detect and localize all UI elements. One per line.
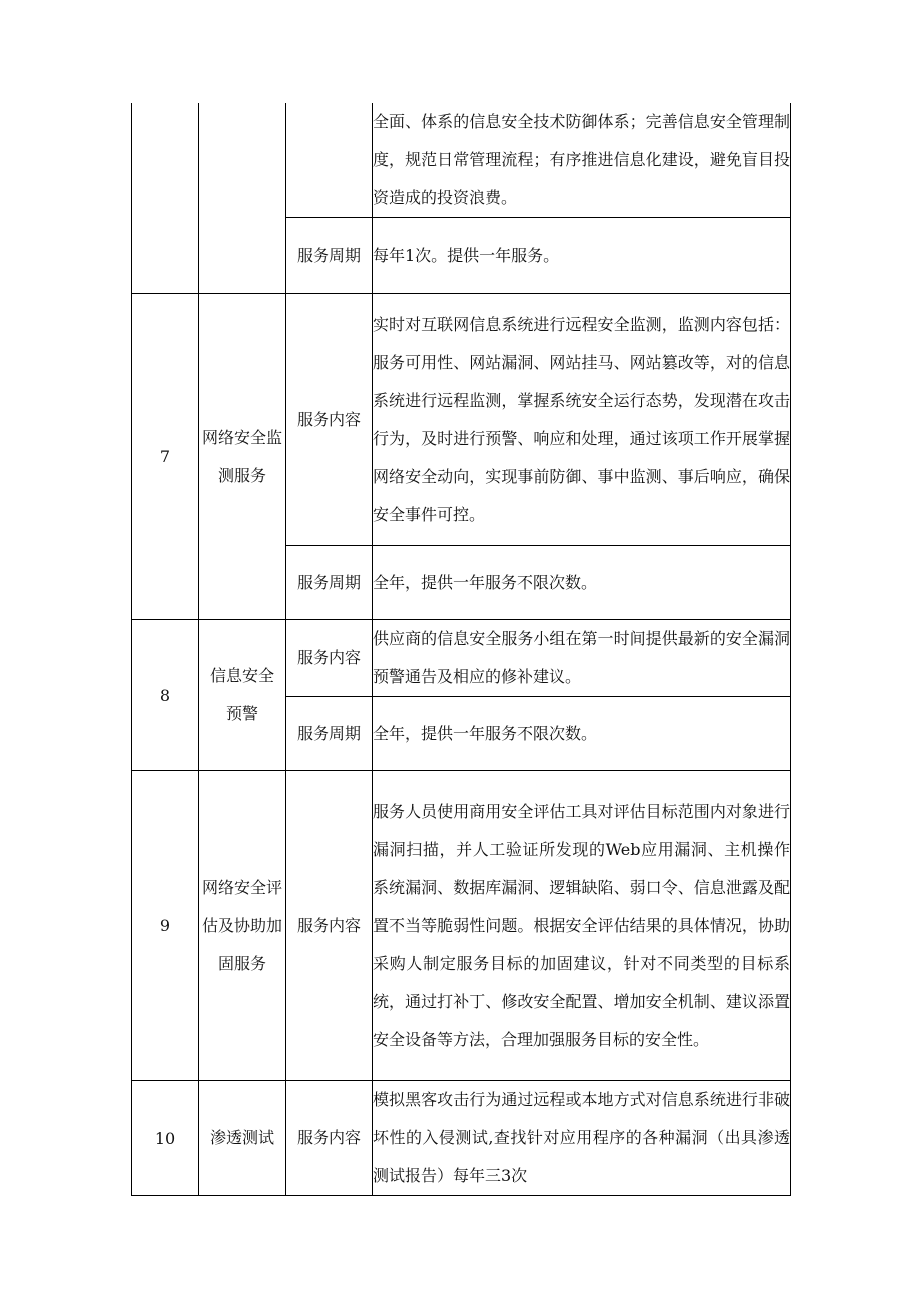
content-label: 服务内容: [296, 915, 361, 935]
table-row: [132, 620, 791, 697]
table-row: [132, 103, 791, 218]
item-name: 信息安全预警: [209, 666, 274, 723]
service-content-text: 全面、体系的信息安全技术防御体系；完善信息安全管理制度，规范日常管理流程；有序推进信息化建设，避免盲目投资造成的投资浪费。: [373, 112, 790, 207]
service-content-text: 供应商的信息安全服务小组在第一时间提供最新的安全漏洞预警通告及相应的修补建议。: [373, 629, 790, 686]
service-content-text: 服务人员使用商用安全评估工具对评估目标范围内对象进行漏洞扫描，并人工验证所发现的Web应用漏洞、主机操作系统漏洞、数据库漏洞、逻辑缺陷、弱口令、信息泄露及配置不当等脆弱性问题。根据安全评估结果的具体情况，协助采购人制定服务目标的加固建议，针对不同类型的目标系统，通过打补丁、修改安全配置、增加安全机制、建议添置安全设备等方法，合理加强服务目标的安全性。: [373, 801, 790, 1049]
item-number: 7: [159, 447, 171, 466]
service-content-text: 实时对互联网信息系统进行远程安全监测，监测内容包括：服务可用性、网站漏洞、网站挂马、网站篡改等，对的信息系统进行远程监测，掌握系统安全运行态势，发现潜在攻击行为，及时进行预警、响应和处理，通过该项工作开展掌握网络安全动向，实现事前防御、事中监测、事后响应，确保安全事件可控。: [373, 314, 790, 524]
content-text-cell: [373, 1081, 791, 1196]
period-label-cell: [286, 218, 373, 294]
service-period-text: 全年，提供一年服务不限次数。: [373, 572, 598, 592]
content-text-cell: [373, 294, 791, 546]
item-name: 网络安全监测服务: [201, 427, 282, 485]
item-number: 9: [159, 916, 171, 935]
content-label-cell: [286, 103, 373, 218]
content-text-cell: [373, 771, 791, 1081]
item-number-cell: [132, 103, 199, 294]
content-label-cell: [286, 620, 373, 697]
item-name-cell: [199, 620, 286, 771]
table-row: [132, 294, 791, 546]
period-label: 服务周期: [296, 723, 361, 743]
item-number-cell: [132, 1081, 199, 1196]
content-text-cell: [373, 620, 791, 697]
content-label-cell: [286, 294, 373, 546]
period-text-cell: [373, 218, 791, 294]
item-name-cell: [199, 294, 286, 620]
service-period-text: 每年1次。提供一年服务。: [373, 245, 560, 265]
item-name: 网络安全评估及协助加固服务: [201, 877, 282, 973]
table-row: [132, 1081, 791, 1196]
item-name-cell: [199, 1081, 286, 1196]
content-text-cell: [373, 103, 791, 218]
period-label: 服务周期: [296, 572, 361, 592]
item-name: 渗透测试: [209, 1128, 274, 1147]
content-label: 服务内容: [296, 648, 361, 667]
period-text-cell: [373, 546, 791, 620]
content-label: 服务内容: [296, 409, 361, 429]
item-number: 10: [154, 1128, 176, 1148]
content-label: 服务内容: [296, 1128, 361, 1147]
item-number-cell: [132, 620, 199, 771]
item-number: 8: [159, 685, 171, 705]
period-label-cell: [286, 697, 373, 771]
item-number-cell: [132, 294, 199, 620]
item-number-cell: [132, 771, 199, 1081]
item-name-cell: [199, 771, 286, 1081]
service-period-text: 全年，提供一年服务不限次数。: [373, 723, 598, 743]
table-row: [132, 771, 791, 1081]
content-label-cell: [286, 1081, 373, 1196]
period-label: 服务周期: [296, 245, 361, 265]
period-label-cell: [286, 546, 373, 620]
service-table: [131, 103, 791, 1196]
service-content-text: 模拟黑客攻击行为通过远程或本地方式对信息系统进行非破坏性的入侵测试,查找针对应用程序的各种漏洞（出具渗透测试报告）每年三3次: [373, 1090, 790, 1185]
content-label-cell: [286, 771, 373, 1081]
item-name-cell: [199, 103, 286, 294]
period-text-cell: [373, 697, 791, 771]
